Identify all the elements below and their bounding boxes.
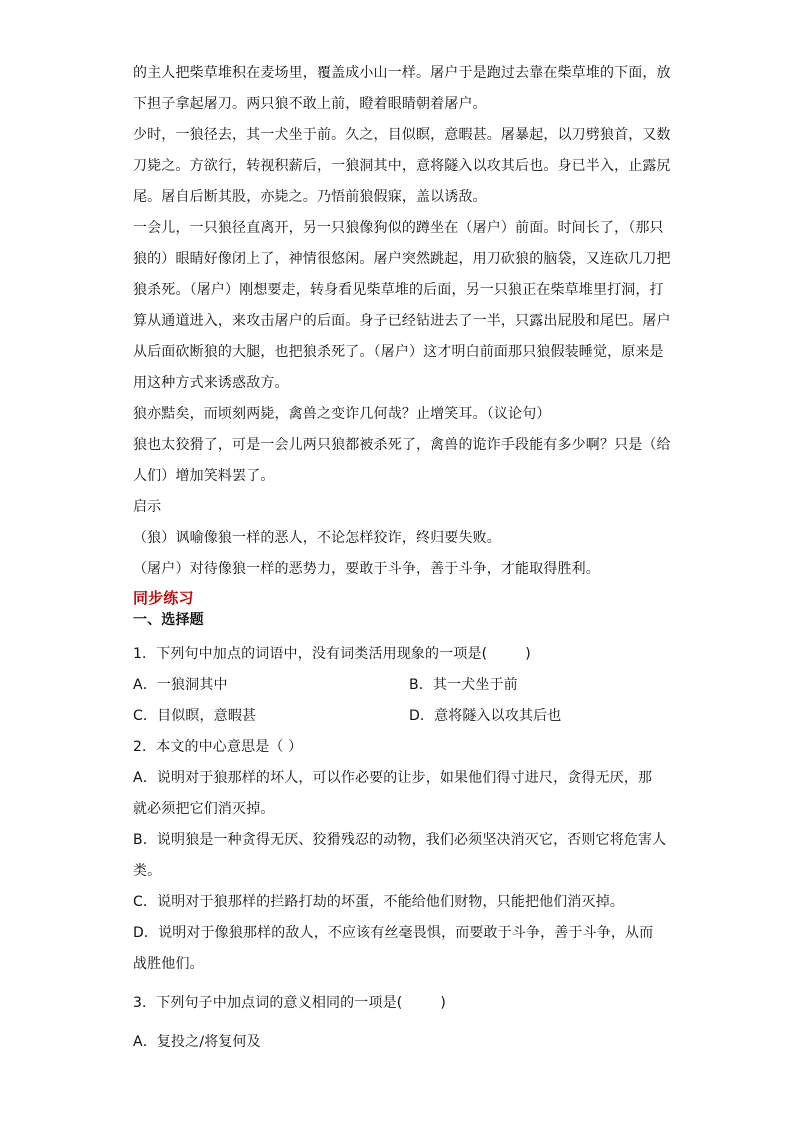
option-a: A．复投之/将复何及 bbox=[133, 1034, 261, 1050]
text-line: 刀毙之。方欲行，转视积薪后，一狼洞其中，意将隧入以攻其后也。身已半入，止露尻 bbox=[133, 158, 671, 174]
question-2 bbox=[133, 732, 673, 980]
question-stem: 3．下列句子中加点词的意义相同的一项是( ) bbox=[133, 995, 446, 1011]
text-line: 狼亦黠矣，而顷刻两毙，禽兽之变诈几何哉？止增笑耳。（议论句） bbox=[133, 406, 551, 422]
text-line: 算从通道进入，来攻击屠户的后面。身子已经钻进去了一半，只露出屁股和尾巴。屠户 bbox=[133, 313, 671, 329]
text-line: 启示 bbox=[133, 499, 162, 515]
text-line: 一会儿，一只狼径直离开，另一只狼像狗似的蹲坐在（屠户）前面。时间长了，（那只 bbox=[133, 220, 664, 236]
option-d: D．说明对于像狼那样的敌人，不应该有丝毫畏惧，而要敢于斗争，善于斗争，从而 bbox=[133, 925, 654, 941]
option-row bbox=[133, 701, 673, 732]
text-line: 狼的）眼睛好像闭上了，神情很悠闲。屠户突然跳起，用刀砍狼的脑袋，又连砍几刀把 bbox=[133, 251, 671, 267]
option-row bbox=[133, 670, 673, 701]
text-line: 狼杀死。（屠户）刚想要走，转身看见柴草堆的后面，另一只狼正在柴草堆里打洞，打 bbox=[133, 282, 664, 298]
option-c: C．目似瞑，意暇甚 bbox=[133, 708, 257, 724]
option-b: B．说明狼是一种贪得无厌、狡猾残忍的动物，我们必须坚决消灭它，否则它将危害人 bbox=[133, 832, 667, 848]
section-title: 同步练习 bbox=[133, 589, 194, 607]
section-subtitle: 一、选择题 bbox=[133, 612, 204, 628]
text-line: （狼）讽喻像狼一样的恶人，不论怎样狡诈，终归要失败。 bbox=[133, 530, 501, 546]
text-line: 下担子拿起屠刀。两只狼不敢上前，瞪着眼睛朝着屠户。 bbox=[133, 96, 487, 112]
text-line: 尾。屠自后断其股，亦毙之。乃悟前狼假寐，盖以诱敌。 bbox=[133, 189, 487, 205]
text-line: 从后面砍断狼的大腿，也把狼杀死了。（屠户）这才明白前面那只狼假装睡觉，原来是 bbox=[133, 344, 664, 360]
text-line: （屠户）对待像狼一样的恶势力，要敢于斗争，善于斗争，才能取得胜利。 bbox=[133, 561, 600, 577]
text-line: 用这种方式来诱惑敌方。 bbox=[133, 375, 289, 391]
option-d: D．意将隧入以攻其后也 bbox=[409, 708, 562, 724]
document-page bbox=[133, 58, 673, 1058]
question-stem: 1．下列句中加点的词语中，没有词类活用现象的一项是( ) bbox=[133, 646, 531, 662]
option-b: B．其一犬坐于前 bbox=[409, 677, 518, 693]
text-line: 狼也太狡猾了，可是一会儿两只狼都被杀死了，禽兽的诡诈手段能有多少啊？只是（给 bbox=[133, 437, 671, 453]
text-line: 少时，一狼径去，其一犬坐于前。久之，目似瞑，意暇甚。屠暴起，以刀劈狼首，又数 bbox=[133, 127, 671, 143]
option-d-cont: 战胜他们。 bbox=[133, 956, 204, 972]
translation-passage bbox=[133, 58, 673, 585]
option-a: A．一狼洞其中 bbox=[133, 677, 228, 693]
option-a: A．说明对于狼那样的坏人，可以作必要的让步，如果他们得寸进尺，贪得无厌，那 bbox=[133, 770, 653, 786]
option-b-cont: 类。 bbox=[133, 863, 162, 879]
option-a-cont: 就必须把它们消灭掉。 bbox=[133, 801, 275, 817]
text-line: 人们）增加笑料罢了。 bbox=[133, 468, 275, 484]
question-1 bbox=[133, 639, 673, 732]
text-line: 的主人把柴草堆积在麦场里，覆盖成小山一样。屠户于是跑过去靠在柴草堆的下面，放 bbox=[133, 65, 671, 81]
question-3 bbox=[133, 988, 673, 1058]
option-c: C．说明对于狼那样的拦路打劫的坏蛋，不能给他们财物，只能把他们消灭掉。 bbox=[133, 894, 625, 910]
question-stem: 2．本文的中心意思是（ ） bbox=[133, 739, 303, 755]
